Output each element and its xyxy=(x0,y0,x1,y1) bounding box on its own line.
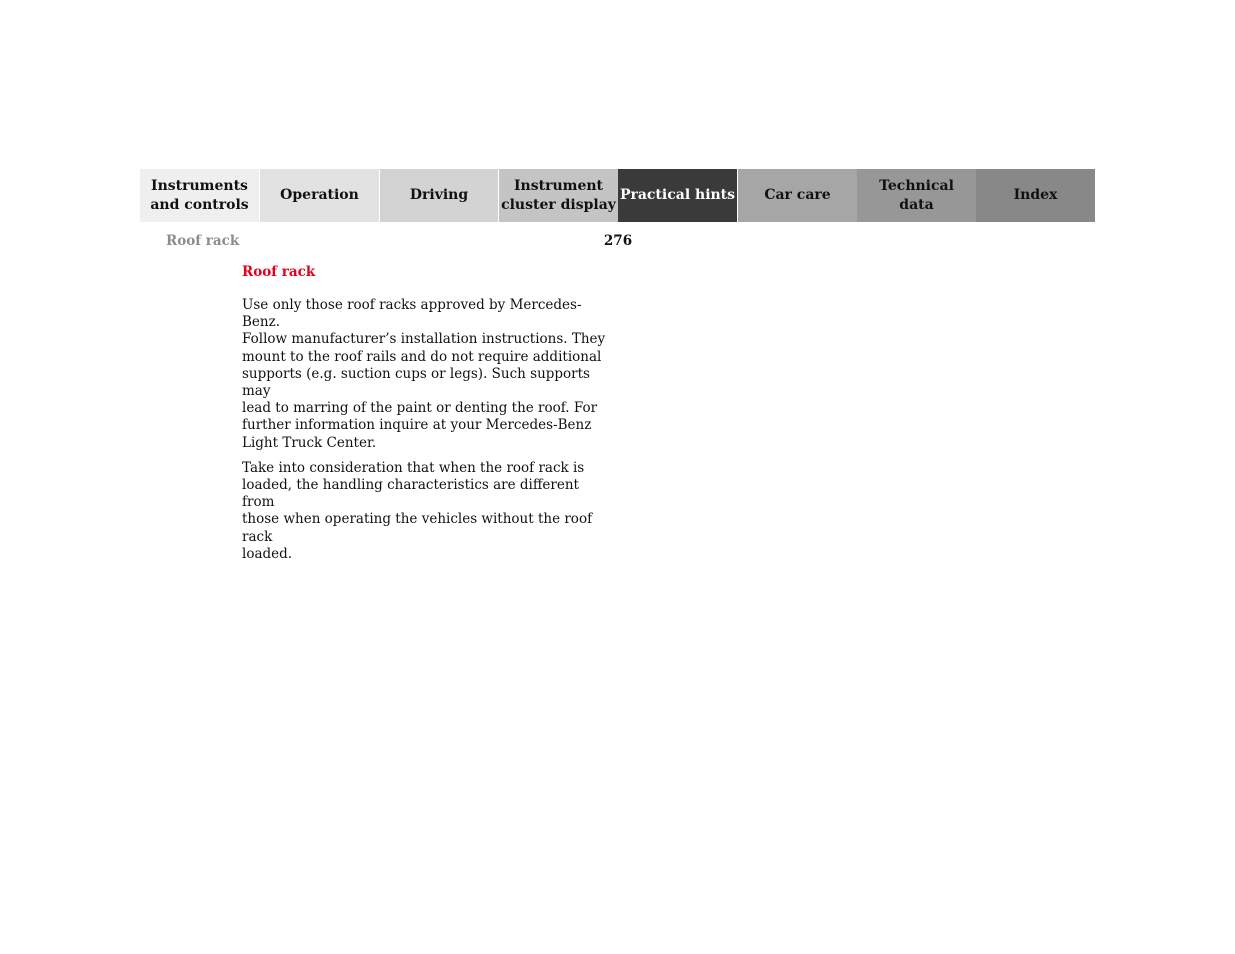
tab-index[interactable]: Index xyxy=(976,169,1095,222)
tab-instruments-and-controls[interactable]: Instruments and controls xyxy=(140,169,260,222)
chapter-nav xyxy=(140,169,1095,222)
section-label: Roof rack xyxy=(166,233,240,249)
paragraph-approved-racks: Use only those roof racks approved by Mercedes-Benz. Follow manufacturer’s installation instructions. They mount to the roof rails and do not require additional supports (e.g. suction cups or legs). Such supports may lead to marring of the paint or denting the roof. For further information inquire at your Mercedes-Benz Light Truck Center. xyxy=(242,297,606,451)
body-text xyxy=(242,297,612,571)
tab-practical-hints[interactable]: Practical hints xyxy=(618,169,738,222)
section-heading: Roof rack xyxy=(242,264,316,280)
tab-instrument-cluster-display[interactable]: Instrument cluster display xyxy=(499,169,618,222)
page-number: 276 xyxy=(603,233,633,249)
tab-car-care[interactable]: Car care xyxy=(738,169,857,222)
paragraph-handling: Take into consideration that when the roof rack is loaded, the handling characteristics are different from those when operating the vehicles without the roof rack loaded. xyxy=(242,459,593,562)
tab-operation[interactable]: Operation xyxy=(260,169,380,222)
tab-driving[interactable]: Driving xyxy=(380,169,499,222)
tab-technical-data[interactable]: Technical data xyxy=(857,169,976,222)
